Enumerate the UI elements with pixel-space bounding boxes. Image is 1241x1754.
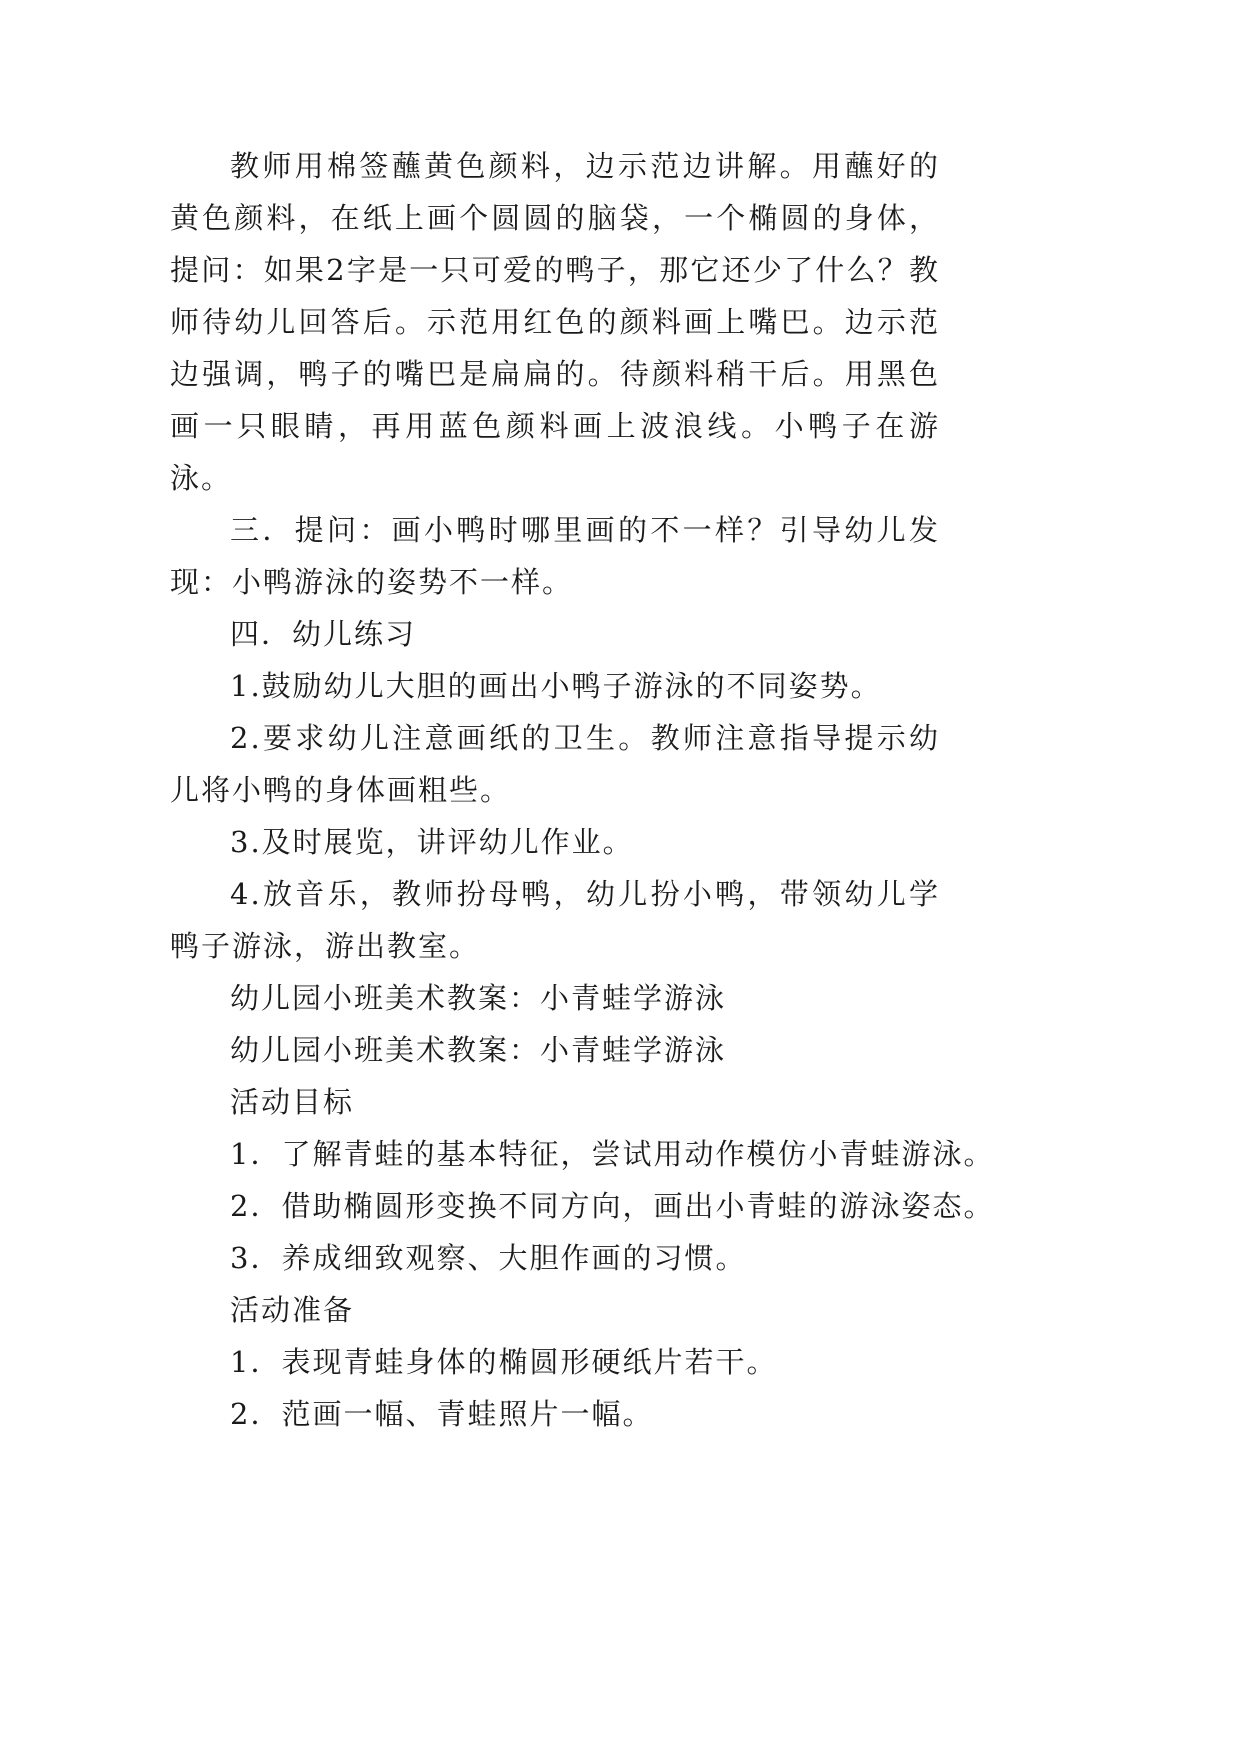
goal-item-1: 1．了解青蛙的基本特征，尝试用动作模仿小青蛙游泳。 [230,1137,995,1171]
heading-activity-prep: 活动准备 [230,1293,355,1327]
paragraph-demo-instructions: 教师用棉签蘸黄色颜料，边示范边讲解。用蘸好的黄色颜料，在纸上画个圆圆的脑袋，一个椭圆的身体，提问：如果2字是一只可爱的鸭子，那它还少了什么？教师待幼儿回答后。示范用红色的颜料画上嘴巴。边示范边强调，鸭子的嘴巴是扁扁的。待颜料稍干后。用黑色画一只眼睛，再用蓝色颜料画上波浪线。小鸭子在游泳。 [170,149,940,495]
goal-item-2: 2．借助椭圆形变换不同方向，画出小青蛙的游泳姿态。 [230,1189,995,1223]
document-body [170,140,995,1440]
goal-item-3: 3．养成细致观察、大胆作画的习惯。 [230,1241,747,1275]
heading-activity-goals: 活动目标 [230,1085,355,1119]
prep-item-2: 2．范画一幅、青蛙照片一幅。 [230,1397,654,1431]
list-item-practice-2: 2.要求幼儿注意画纸的卫生。教师注意指导提示幼儿将小鸭的身体画粗些。 [170,721,940,807]
list-item-practice-1: 1.鼓励幼儿大胆的画出小鸭子游泳的不同姿势。 [230,669,882,703]
heading-section-4: 四．幼儿练习 [230,617,417,651]
list-item-practice-3: 3.及时展览，讲评幼儿作业。 [230,825,634,859]
lesson-title: 幼儿园小班美术教案：小青蛙学游泳 [230,981,727,1015]
paragraph-question-section-3: 三．提问：画小鸭时哪里画的不一样？引导幼儿发现：小鸭游泳的姿势不一样。 [170,513,940,599]
list-item-practice-4: 4.放音乐，教师扮母鸭，幼儿扮小鸭，带领幼儿学鸭子游泳，游出教室。 [170,877,940,963]
prep-item-1: 1．表现青蛙身体的椭圆形硬纸片若干。 [230,1345,778,1379]
lesson-title-repeat: 幼儿园小班美术教案：小青蛙学游泳 [230,1033,727,1067]
